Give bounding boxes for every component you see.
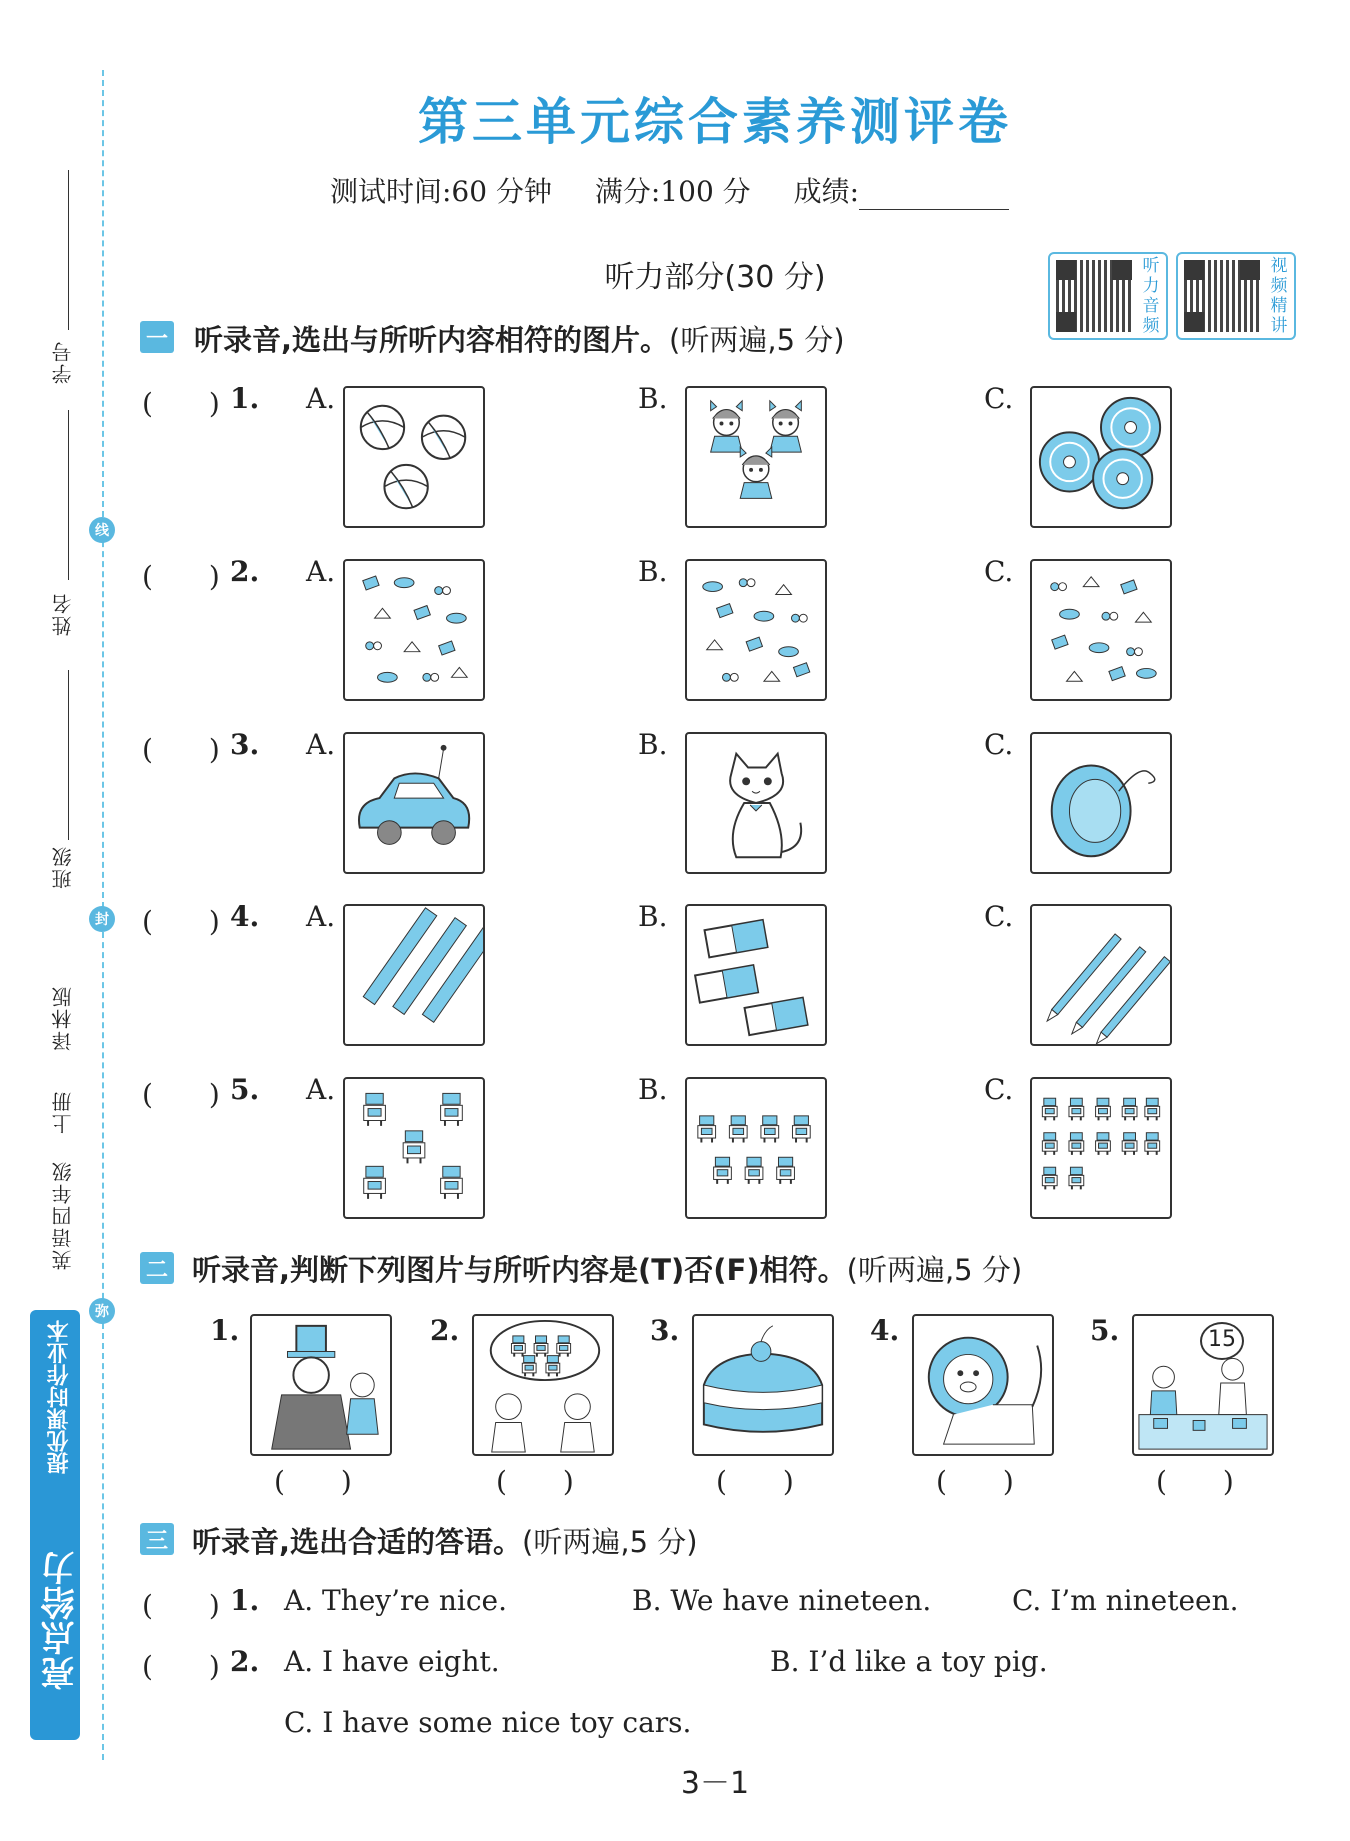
s2-item2-num: 2.	[430, 1314, 460, 1347]
s1-q5-option-b-letter: B.	[638, 1073, 668, 1106]
listening-part-title: 听力部分(30 分)	[604, 260, 826, 295]
s1-q5-option-b-picture[interactable]	[685, 1077, 827, 1219]
s2-item5-num: 5.	[1090, 1314, 1120, 1347]
s2-item4-num: 4.	[870, 1314, 900, 1347]
section1-title	[194, 318, 845, 359]
section2-title	[192, 1248, 1022, 1289]
s1-q5-option-a-picture[interactable]	[343, 1077, 485, 1219]
s1-q1-option-c-letter: C.	[984, 382, 1014, 415]
s1-q3-num: 3.	[230, 728, 260, 761]
s1-q3-option-c-picture[interactable]	[1030, 732, 1172, 874]
s1-q1-num: 1.	[230, 382, 260, 415]
s1-q1-option-a-picture[interactable]	[343, 386, 485, 528]
s3-q1-option-b: B. We have nineteen.	[632, 1584, 932, 1617]
s3-q2-option-a: A. I have eight.	[284, 1645, 500, 1678]
brand-sub-text: 提优课时作业本	[47, 1320, 72, 1474]
section3-title-text: 听录音,选出合适的答语。	[192, 1525, 523, 1559]
s1-q1-option-c-picture[interactable]	[1030, 386, 1172, 528]
cut-fill-mark: 弥	[89, 1298, 115, 1324]
s2-item1-answer[interactable]: ( )	[274, 1465, 352, 1498]
s1-q4-option-b-letter: B.	[638, 900, 668, 933]
name-rule	[68, 410, 69, 580]
s1-q1-option-b-picture[interactable]	[685, 386, 827, 528]
cut-line-mark: 线	[89, 517, 115, 543]
page-number: 3－1	[680, 1766, 750, 1801]
s2-item5-answer[interactable]: ( )	[1156, 1465, 1234, 1498]
s3-q1-num: 1.	[230, 1584, 260, 1617]
s1-q4-num: 4.	[230, 900, 260, 933]
section3-title	[192, 1520, 698, 1561]
s1-q2-option-a-picture[interactable]	[343, 559, 485, 701]
full-marks: 满分:100 分	[594, 175, 751, 208]
s3-q1-option-c: C. I’m nineteen.	[1012, 1584, 1239, 1617]
section3-badge: 三	[140, 1523, 174, 1555]
s2-item5-bubble: 15	[1200, 1322, 1244, 1360]
qr-video[interactable]	[1176, 252, 1296, 340]
s1-q3-option-b-picture[interactable]	[685, 732, 827, 874]
s2-item1-picture	[250, 1314, 392, 1456]
s1-q2-option-b-letter: B.	[638, 555, 668, 588]
grade-label: 英语四年级	[51, 1160, 75, 1270]
s3-q2-num: 2.	[230, 1645, 260, 1678]
edition-label: 译林版	[51, 985, 75, 1051]
s1-q4-option-a-letter: A.	[306, 900, 336, 933]
s1-q4-answer[interactable]: ( )	[142, 905, 220, 938]
class-rule	[68, 670, 69, 840]
section2-note: (听两遍,5 分)	[846, 1253, 1023, 1287]
s1-q5-answer[interactable]: ( )	[142, 1078, 220, 1111]
s1-q3-option-c-letter: C.	[984, 728, 1014, 761]
s3-q2-option-c: C. I have some nice toy cars.	[284, 1706, 692, 1739]
s1-q1-option-a-letter: A.	[306, 382, 336, 415]
test-time: 测试时间:60 分钟	[330, 175, 552, 208]
s1-q3-answer[interactable]: ( )	[142, 733, 220, 766]
s1-q3-option-b-letter: B.	[638, 728, 668, 761]
qr-audio[interactable]	[1048, 252, 1168, 340]
student-no-rule	[68, 170, 69, 330]
s2-item4-answer[interactable]: ( )	[936, 1465, 1014, 1498]
s2-item2-picture	[472, 1314, 614, 1456]
s1-q1-option-b-letter: B.	[638, 382, 668, 415]
page-title: 第三单元综合素养测评卷	[418, 92, 1012, 151]
s1-q4-option-a-picture[interactable]	[343, 904, 485, 1046]
section1-note: (听两遍,5 分)	[669, 323, 845, 357]
section3-note: (听两遍,5 分)	[522, 1525, 698, 1559]
section2-title-text: 听录音,判断下列图片与所听内容是(T)否(F)相符。	[192, 1253, 847, 1287]
class-label: 班级	[51, 845, 75, 889]
score-blank[interactable]	[859, 187, 1009, 210]
brand-main-text: 亮点给力	[41, 1550, 81, 1690]
s1-q2-option-a-letter: A.	[306, 555, 336, 588]
s2-item1-num: 1.	[210, 1314, 240, 1347]
s1-q2-option-b-picture[interactable]	[685, 559, 827, 701]
s1-q2-option-c-picture[interactable]	[1030, 559, 1172, 701]
s1-q5-option-c-letter: C.	[984, 1073, 1014, 1106]
s3-q1-answer[interactable]: ( )	[142, 1589, 220, 1622]
s2-item2-answer[interactable]: ( )	[496, 1465, 574, 1498]
s3-q2-answer[interactable]: ( )	[142, 1650, 220, 1683]
s1-q5-option-c-picture[interactable]	[1030, 1077, 1172, 1219]
s3-q2-option-b: B. I’d like a toy pig.	[770, 1645, 1048, 1678]
section1-badge: 一	[140, 321, 174, 353]
s1-q4-option-c-letter: C.	[984, 900, 1014, 933]
name-label: 姓名	[51, 592, 75, 636]
s1-q2-option-c-letter: C.	[984, 555, 1014, 588]
student-no-label: 学号	[51, 340, 75, 384]
s1-q4-option-c-picture[interactable]	[1030, 904, 1172, 1046]
qr-code-icon	[1184, 260, 1260, 332]
s2-item4-picture	[912, 1314, 1054, 1456]
s3-q1-option-a: A. They’re nice.	[284, 1584, 508, 1617]
s1-q1-answer[interactable]: ( )	[142, 387, 220, 420]
s1-q2-answer[interactable]: ( )	[142, 560, 220, 593]
score-label: 成绩:	[793, 175, 859, 208]
s1-q3-option-a-picture[interactable]	[343, 732, 485, 874]
qr-code-icon	[1056, 260, 1132, 332]
test-info	[330, 170, 1043, 210]
s1-q3-option-a-letter: A.	[306, 728, 336, 761]
qr-video-label: 视频精讲	[1270, 256, 1288, 336]
s2-item3-picture	[692, 1314, 834, 1456]
cut-seal-mark: 封	[89, 906, 115, 932]
section2-badge: 二	[140, 1252, 174, 1284]
s1-q4-option-b-picture[interactable]	[685, 904, 827, 1046]
qr-audio-label: 听力音频	[1142, 256, 1160, 336]
s1-q5-num: 5.	[230, 1073, 260, 1106]
s1-q2-num: 2.	[230, 555, 260, 588]
section1-title-text: 听录音,选出与所听内容相符的图片。	[194, 323, 670, 357]
volume-label: 上册	[51, 1090, 75, 1134]
s2-item3-num: 3.	[650, 1314, 680, 1347]
s2-item3-answer[interactable]: ( )	[716, 1465, 794, 1498]
s1-q5-option-a-letter: A.	[306, 1073, 336, 1106]
